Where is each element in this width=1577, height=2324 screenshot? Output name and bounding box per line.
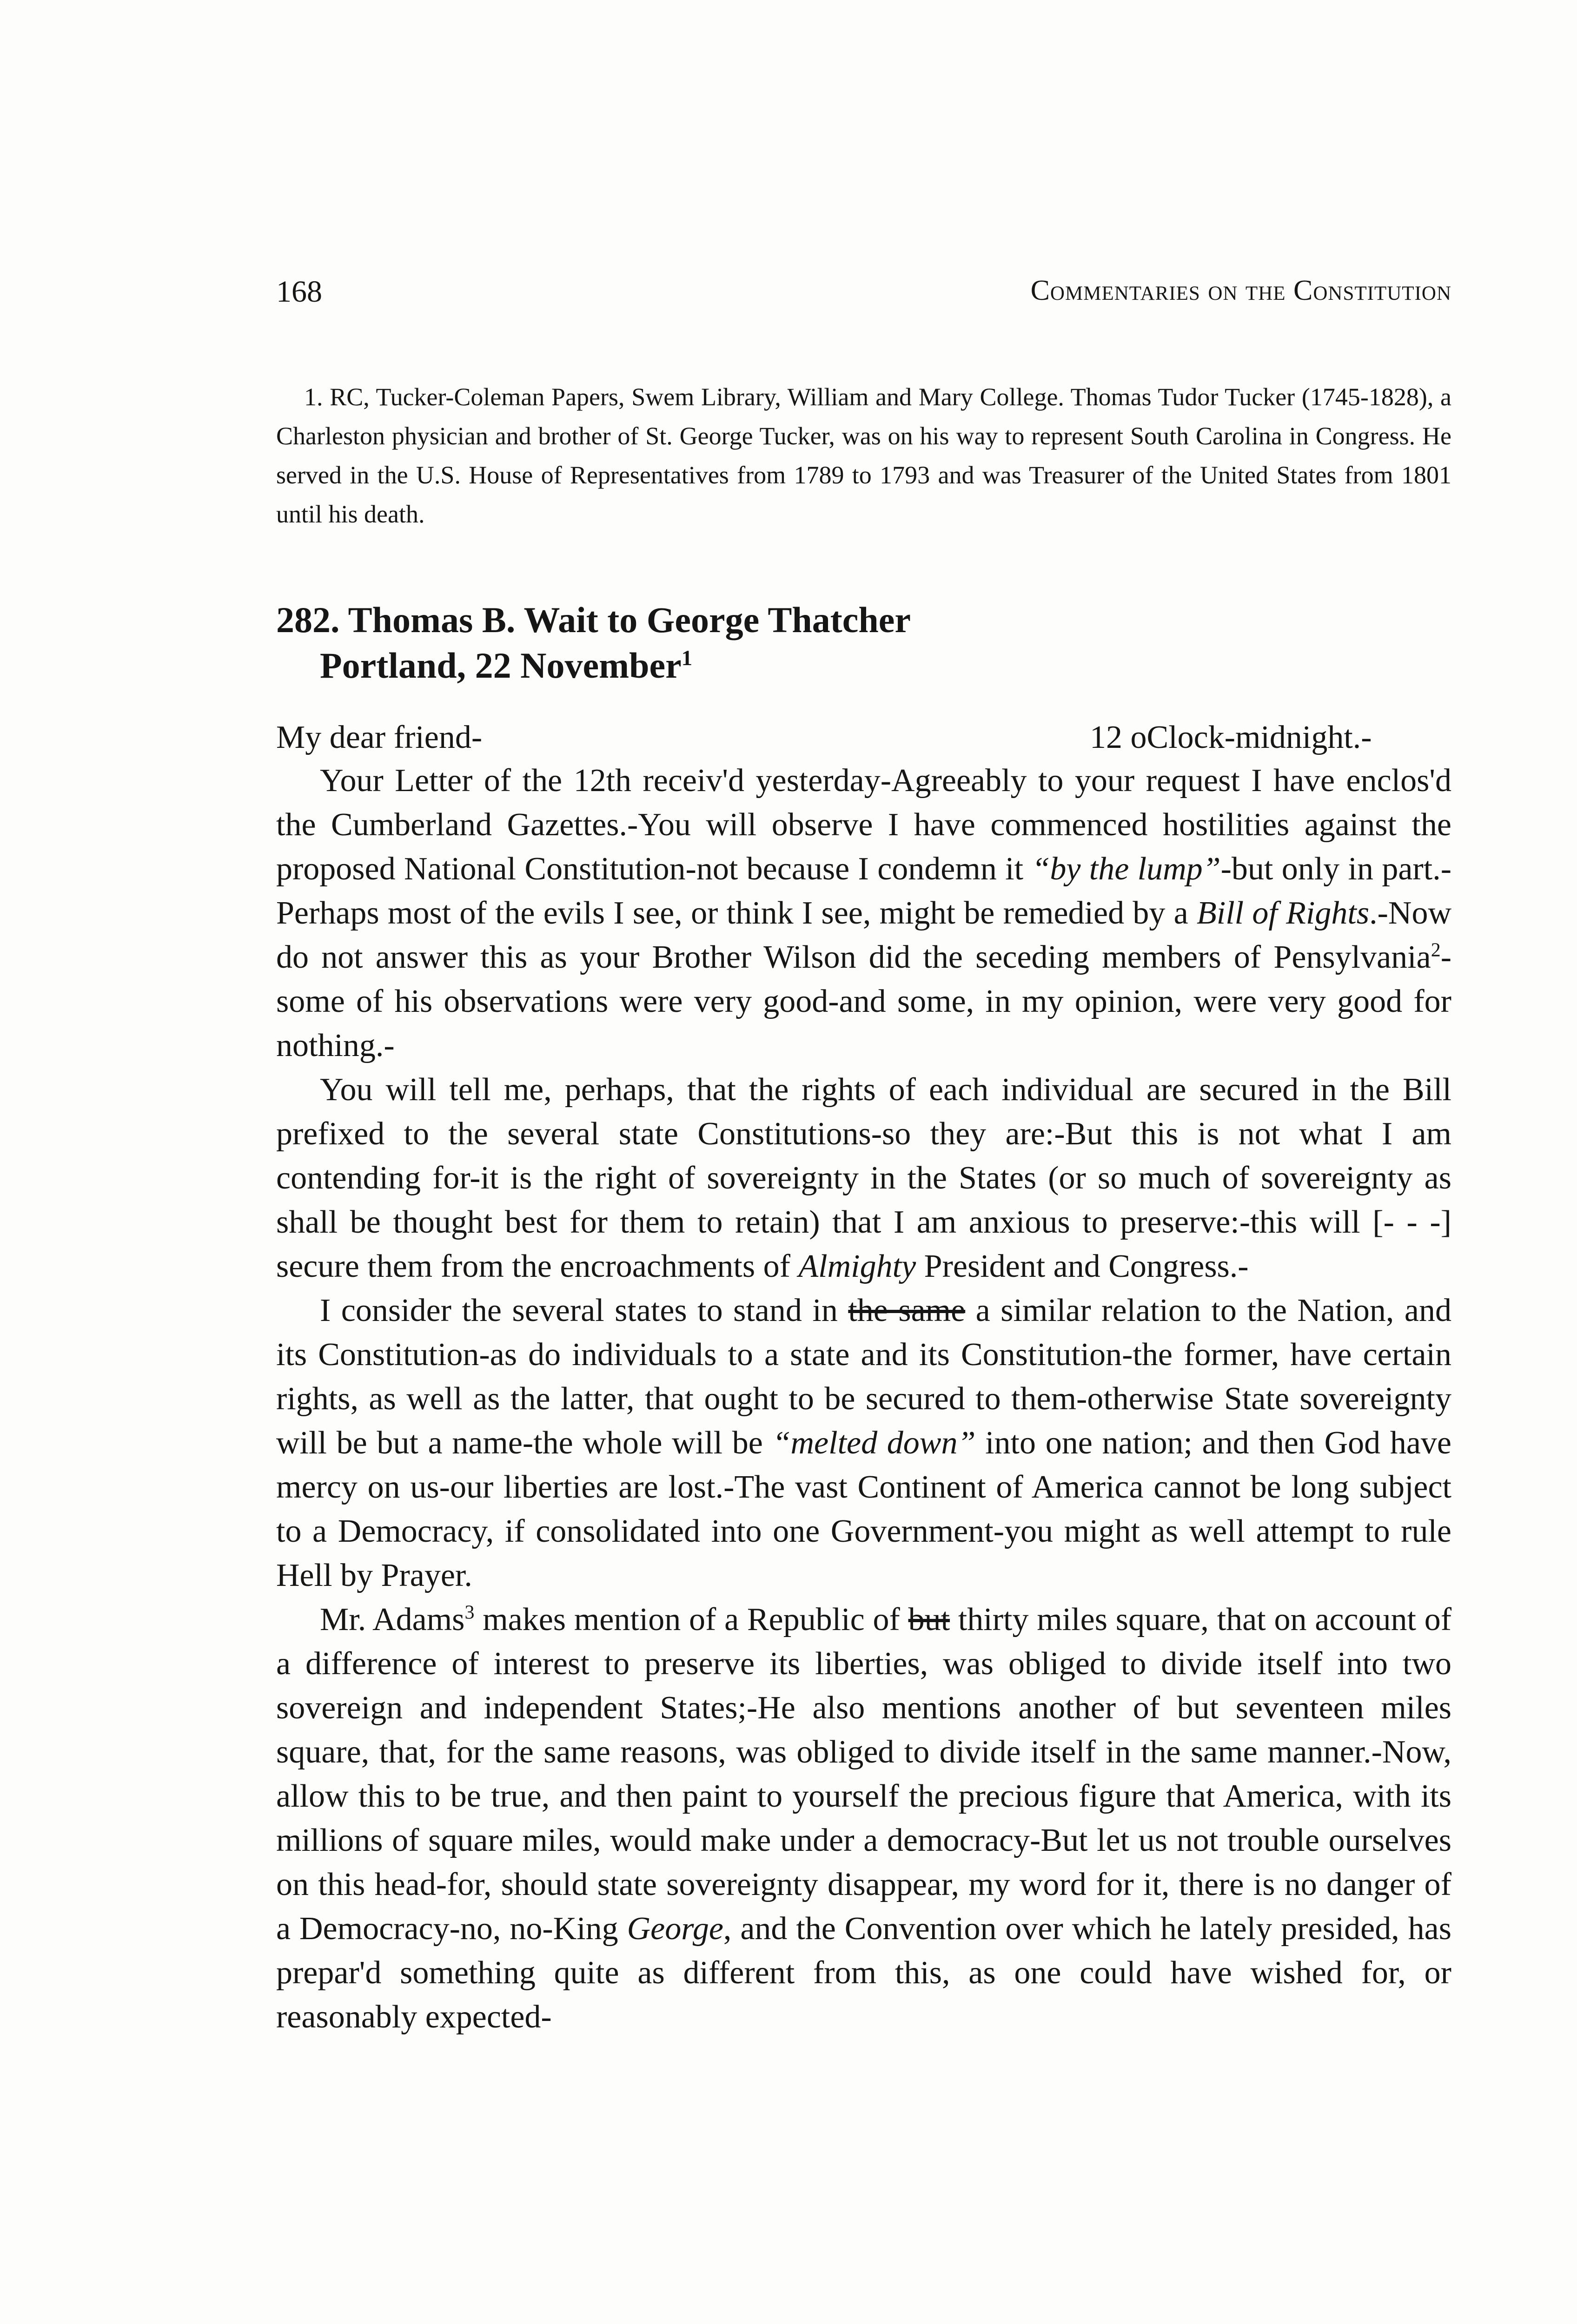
footnote-text: 1. RC, Tucker-Coleman Papers, Swem Library, William and Mary College. Thomas Tudor Tucker (1745-1828), a Charleston physician and brother of St. George Tucker, was on his way to represent South Carolina in Congress. He served in the U.S. House of Representatives from 1789 to 1793 and was Treasurer of the United States from 1801 until his death.: [276, 383, 1451, 528]
heading-place-date: Portland, 22 November: [320, 645, 682, 686]
p3-text-d: into one nation; and then God have mercy on us-our liberties are lost.-The vast Continent of America cannot be long subject to a Democracy, if consolidated into one Government-you might as well attempt to rule Hell by Prayer.: [276, 1425, 1451, 1593]
p1-italic-quote: “by the lump”: [1032, 851, 1221, 887]
footnote-ref-3: 3: [464, 1602, 475, 1624]
page-header: [276, 274, 1451, 316]
p2-text-a: You will tell me, perhaps, that the rights of each individual are secured in the Bill prefixed to the several state Constitutions-so they are:-But this is not what I am contending for-it is the right of sovereignty in the States (or so much of sovereignty as shall be thought best for them to retain) that I am anxious to preserve:-this will [- - -] secure them from the encroachments of: [276, 1072, 1451, 1284]
salutation-row: [276, 716, 1451, 759]
letter-body: [276, 759, 1451, 2039]
footnote-ref-2: 2: [1431, 939, 1441, 961]
p1-text-e: .-Now do not answer this as your Brother Wilson did the seceding members of Pensylvania: [276, 895, 1451, 975]
page-number: 168: [276, 275, 322, 309]
p4-struck-text: but: [908, 1602, 950, 1637]
p4-text-a: Mr. Adams: [320, 1602, 465, 1637]
heading-line-2: [276, 643, 1451, 688]
p1-text-a: Your Letter of the 12th receiv'd yesterday-Agreeably to your request I have enclos'd the Cumberland Gazettes.-You will observe I have commenced hostilities against the proposed National Constitution-not because I condemn it: [276, 763, 1451, 887]
running-title: Commentaries on the Constitution: [1030, 275, 1451, 306]
p4-text-e: , and the Convention over which he lately presided, has prepar'd something quite as different from this, as one could have wished for, or reasonably expected-: [276, 1911, 1451, 2035]
heading-line-1: 282. Thomas B. Wait to George Thatcher: [276, 600, 911, 640]
p4-italic-george: George: [627, 1911, 723, 1947]
p3-text-a: I consider the several states to stand in: [320, 1293, 848, 1328]
p4-text-b: makes mention of a Republic of: [474, 1602, 908, 1637]
footnote: [276, 377, 1451, 534]
p2-text-c: President and Congress.-: [916, 1248, 1249, 1284]
p3-struck-text: the same: [848, 1293, 966, 1328]
paragraph-3: [276, 1288, 1451, 1598]
paragraph-2: [276, 1068, 1451, 1288]
p4-text-c: thirty miles square, that on account of a difference of interest to preserve its liberties, was obliged to divide itself into two sovereign and independent States;-He also mentions another of but seventeen miles square, that, for the same reasons, was obliged to divide itself in the same manner.-Now, allow this to be true, and then paint to yourself the precious figure that America, with its millions of square miles, would make under a democracy-But let us not trouble ourselves on this head-for, should state sovereignty disappear, my word for it, there is no danger of a Democracy-no, no-King: [276, 1602, 1452, 1947]
document-heading: [276, 597, 1451, 688]
letter-time: 12 oClock-midnight.-: [1090, 720, 1372, 755]
p3-text-b: a similar relation to the Nation, and its Constitution-as do individuals to a state and its Constitution-the former, have certain rights, as well as the latter, that ought to be secured to them-otherwise State sovereignty will be but a name-the whole will be: [276, 1293, 1451, 1461]
p1-italic-bill-of-rights: Bill of Rights: [1197, 895, 1370, 931]
heading-footnote-ref: 1: [681, 646, 693, 670]
p2-italic-almighty: Almighty: [798, 1248, 916, 1284]
p1-text-f: -some of his observations were very good-and some, in my opinion, were very good for nothing.-: [276, 939, 1451, 1063]
p1-text-c: -but only in part.-Perhaps most of the evils I see, or think I see, might be remedied by a: [276, 851, 1452, 931]
paragraph-4: [276, 1598, 1451, 2039]
p3-italic-quote: “melted down”: [772, 1425, 976, 1461]
paragraph-1: [276, 759, 1451, 1068]
salutation: My dear friend-: [276, 720, 483, 755]
